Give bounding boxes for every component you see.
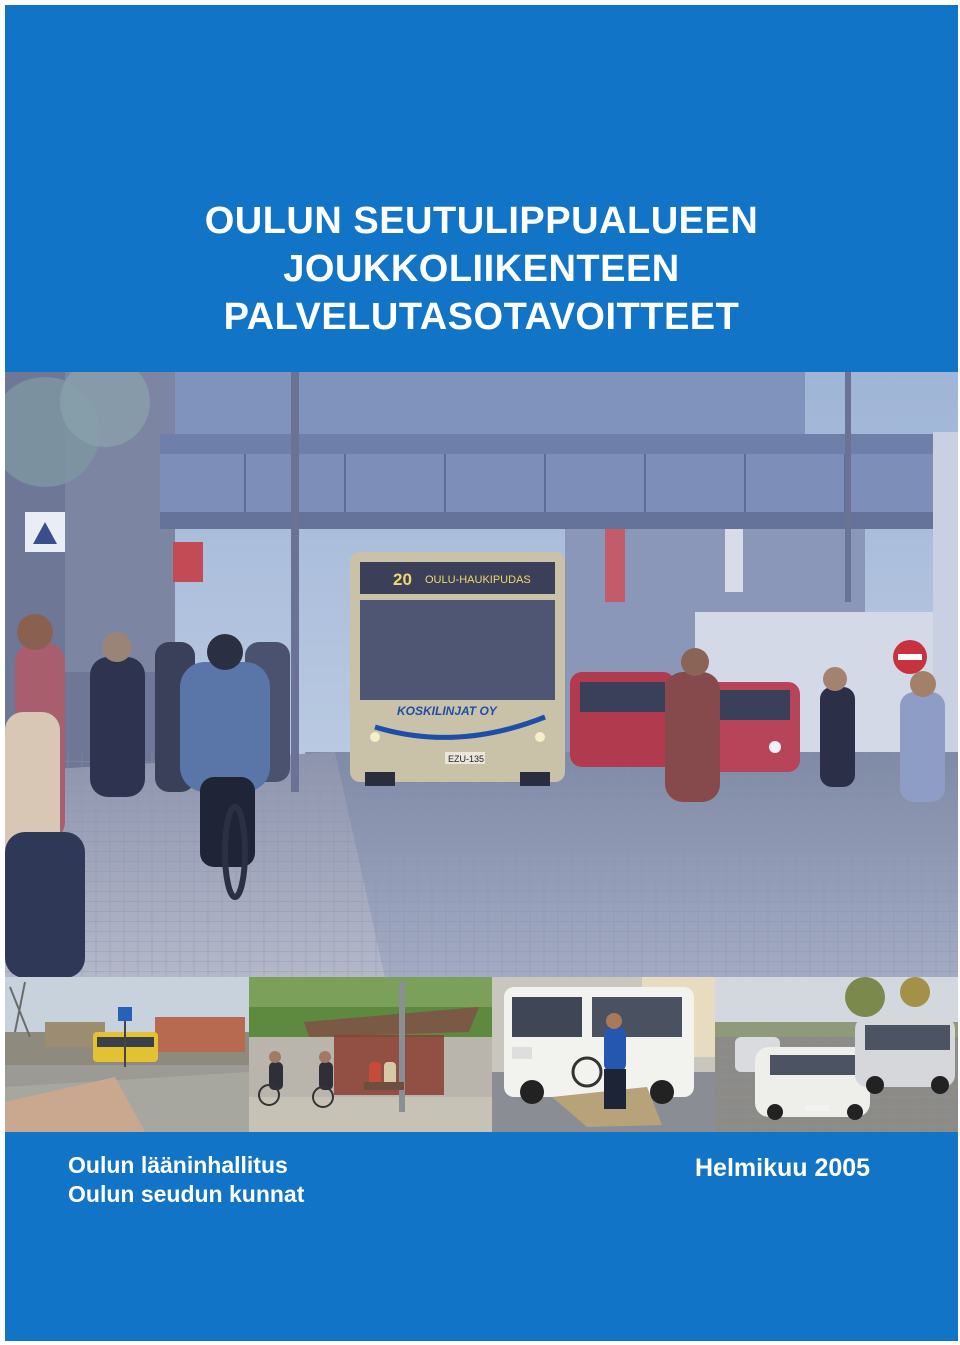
cover-title-line-3: PALVELUTASOTAVOITTEET (223, 296, 740, 338)
cover-title-line-1: OULUN SEUTULIPPUALUEEN (204, 200, 759, 242)
cover-title-line-2: JOUKKOLIIKENTEEN (283, 248, 680, 290)
wheelchair-ramp-minibus-photo (492, 977, 715, 1132)
publisher-line-2: Oulun seudun kunnat (68, 1181, 305, 1207)
taxi-rank-photo (715, 977, 958, 1132)
report-cover (5, 5, 958, 1341)
publisher-line-1: Oulun lääninhallitus (68, 1152, 288, 1178)
hero-street-photo (5, 372, 958, 978)
svg-text:OULU-HAUKIPUDAS: OULU-HAUKIPUDAS (425, 574, 531, 586)
publisher-block (68, 1151, 304, 1209)
cover-title (5, 197, 958, 341)
svg-text:EZU-135: EZU-135 (448, 754, 485, 764)
publication-date: Helmikuu 2005 (695, 1154, 871, 1182)
svg-text:20: 20 (393, 570, 412, 589)
bus-stop-shelter-cyclists-photo (249, 977, 492, 1132)
thumbnail-strip (5, 977, 958, 1132)
suburban-street-bus-photo (5, 977, 249, 1132)
svg-text:KOSKILINJAT OY: KOSKILINJAT OY (397, 704, 497, 718)
